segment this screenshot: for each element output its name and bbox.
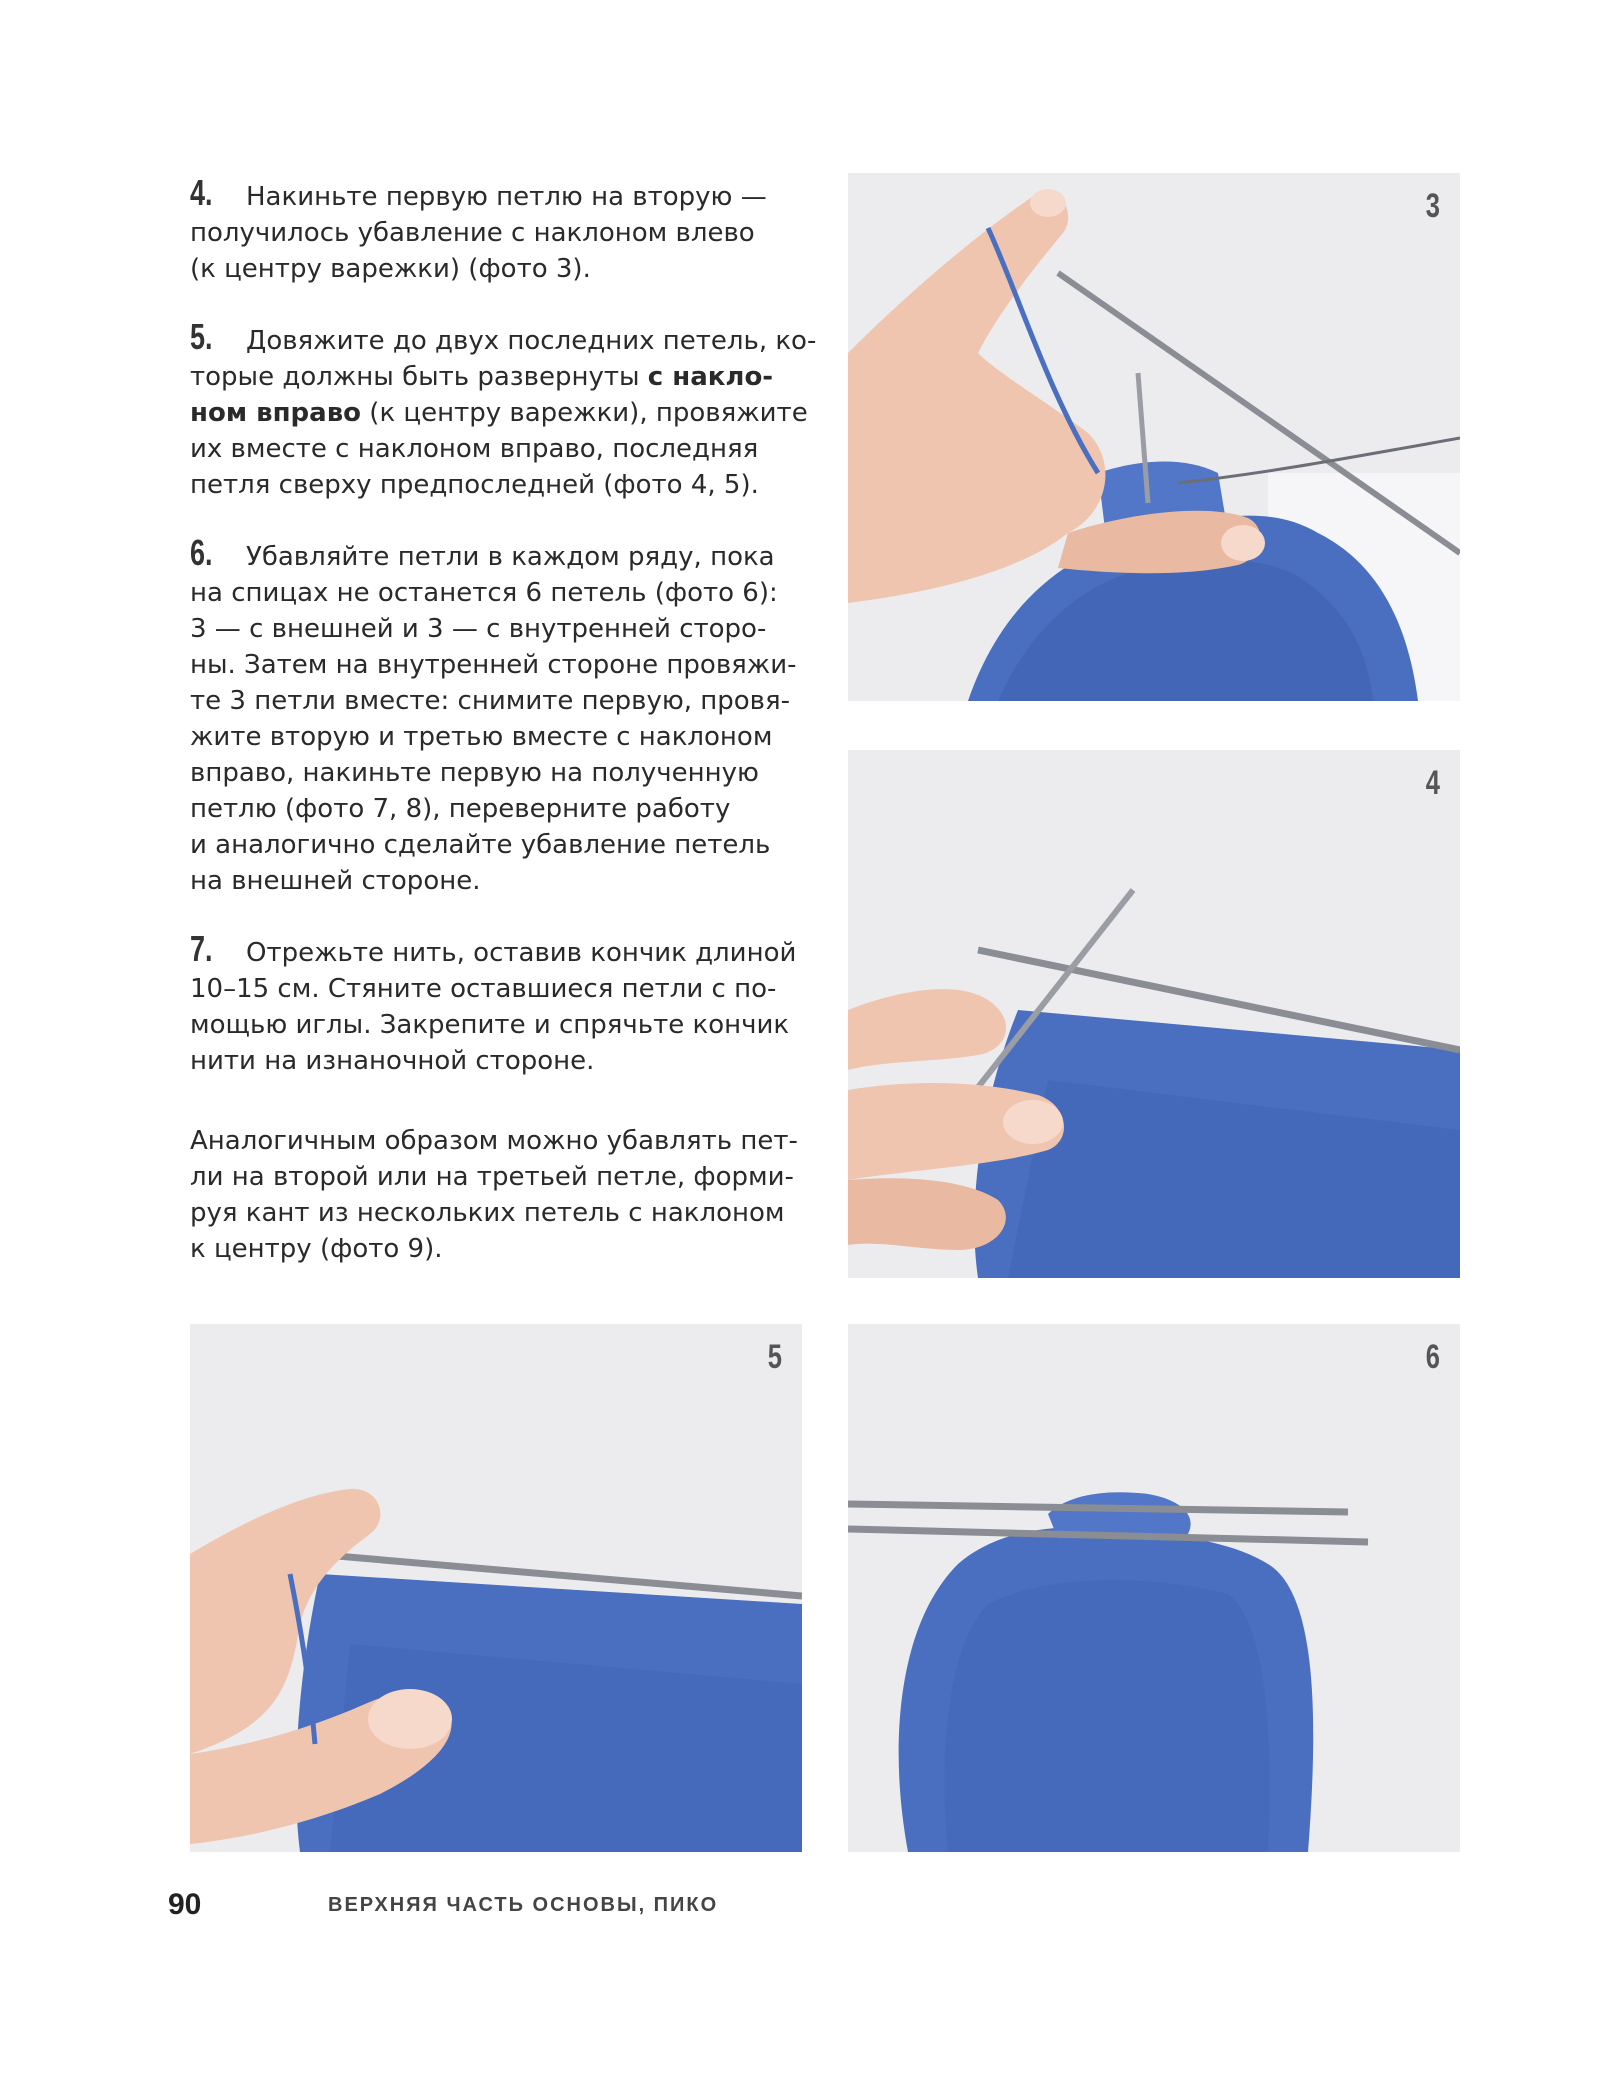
instructions-column xyxy=(190,172,817,1267)
step-number: 6. xyxy=(190,532,213,573)
step-text: торые должны быть развернуты xyxy=(190,362,648,392)
step-text-line: Довяжите до двух последних петель, ко- xyxy=(246,326,817,356)
photo-number: 5 xyxy=(767,1338,782,1376)
step-text-line: на спицах не останется 6 петель (фото 6): xyxy=(190,578,778,608)
photo-number: 6 xyxy=(1425,1338,1440,1376)
step-text-line: вправо, накиньте первую на полученную xyxy=(190,758,759,788)
step-5 xyxy=(190,316,817,503)
step-text-line: Отрежьте нить, оставив кончик длиной xyxy=(246,938,797,968)
photo-number: 4 xyxy=(1425,764,1440,802)
photo-5 xyxy=(190,1324,802,1852)
step-text-line: Убавляйте петли в каждом ряду, пока xyxy=(246,542,775,572)
step-text-line: те 3 петли вместе: снимите первую, провя- xyxy=(190,686,791,716)
photo-6-illustration xyxy=(848,1324,1460,1852)
step-text-line: их вместе с наклоном вправо, последняя xyxy=(190,434,759,464)
photo-number: 3 xyxy=(1425,187,1440,225)
paragraph-line: к центру (фото 9). xyxy=(190,1234,443,1264)
emphasis-text: ном вправо xyxy=(190,398,362,428)
step-text-line: мощью иглы. Закрепите и спрячьте кончик xyxy=(190,1010,790,1040)
paragraph-line: руя кант из нескольких петель с наклоном xyxy=(190,1198,785,1228)
step-text-line: (к центру варежки) (фото 3). xyxy=(190,254,591,284)
step-text-line: нити на изнаночной стороне. xyxy=(190,1046,595,1076)
photo-5-illustration xyxy=(190,1324,802,1852)
step-text-line: жите вторую и третью вместе с наклоном xyxy=(190,722,773,752)
step-text-line: петлю (фото 7, 8), переверните работу xyxy=(190,794,731,824)
step-text-line: и аналогично сделайте убавление петель xyxy=(190,830,771,860)
step-7 xyxy=(190,928,810,1079)
photo-6 xyxy=(848,1324,1460,1852)
step-number: 4. xyxy=(190,172,213,213)
emphasis-text: с накло- xyxy=(647,362,774,392)
step-number: 5. xyxy=(190,316,213,357)
paragraph-line: ли на второй или на третьей петле, форми- xyxy=(190,1162,794,1192)
step-number: 7. xyxy=(190,928,213,969)
step-text-line: Накиньте первую петлю на вторую — xyxy=(246,182,767,212)
step-text-line: петля сверху предпоследней (фото 4, 5). xyxy=(190,470,759,500)
photo-3 xyxy=(848,173,1460,701)
step-text-line: 3 — с внешней и 3 — с внутренней сторо- xyxy=(190,614,767,644)
step-text-line: 10–15 см. Стяните оставшиеся петли с по- xyxy=(190,974,777,1004)
step-6 xyxy=(190,532,810,899)
closing-paragraph xyxy=(190,1123,810,1267)
step-text: (к центру варежки), провяжите xyxy=(361,398,808,428)
step-text-line: получилось убавление с наклоном влево xyxy=(190,218,755,248)
photo-4 xyxy=(848,750,1460,1278)
photo-4-illustration xyxy=(848,750,1460,1278)
paragraph-line: Аналогичным образом можно убавлять пет- xyxy=(190,1126,798,1156)
step-text-line: на внешней стороне. xyxy=(190,866,481,896)
step-4 xyxy=(190,172,810,287)
photo-3-illustration xyxy=(848,173,1460,701)
page-number: 90 xyxy=(168,1888,202,1921)
section-title: ВЕРХНЯЯ ЧАСТЬ ОСНОВЫ, ПИКО xyxy=(328,1894,719,1916)
step-text-line: ны. Затем на внутренней стороне провяжи- xyxy=(190,650,797,680)
